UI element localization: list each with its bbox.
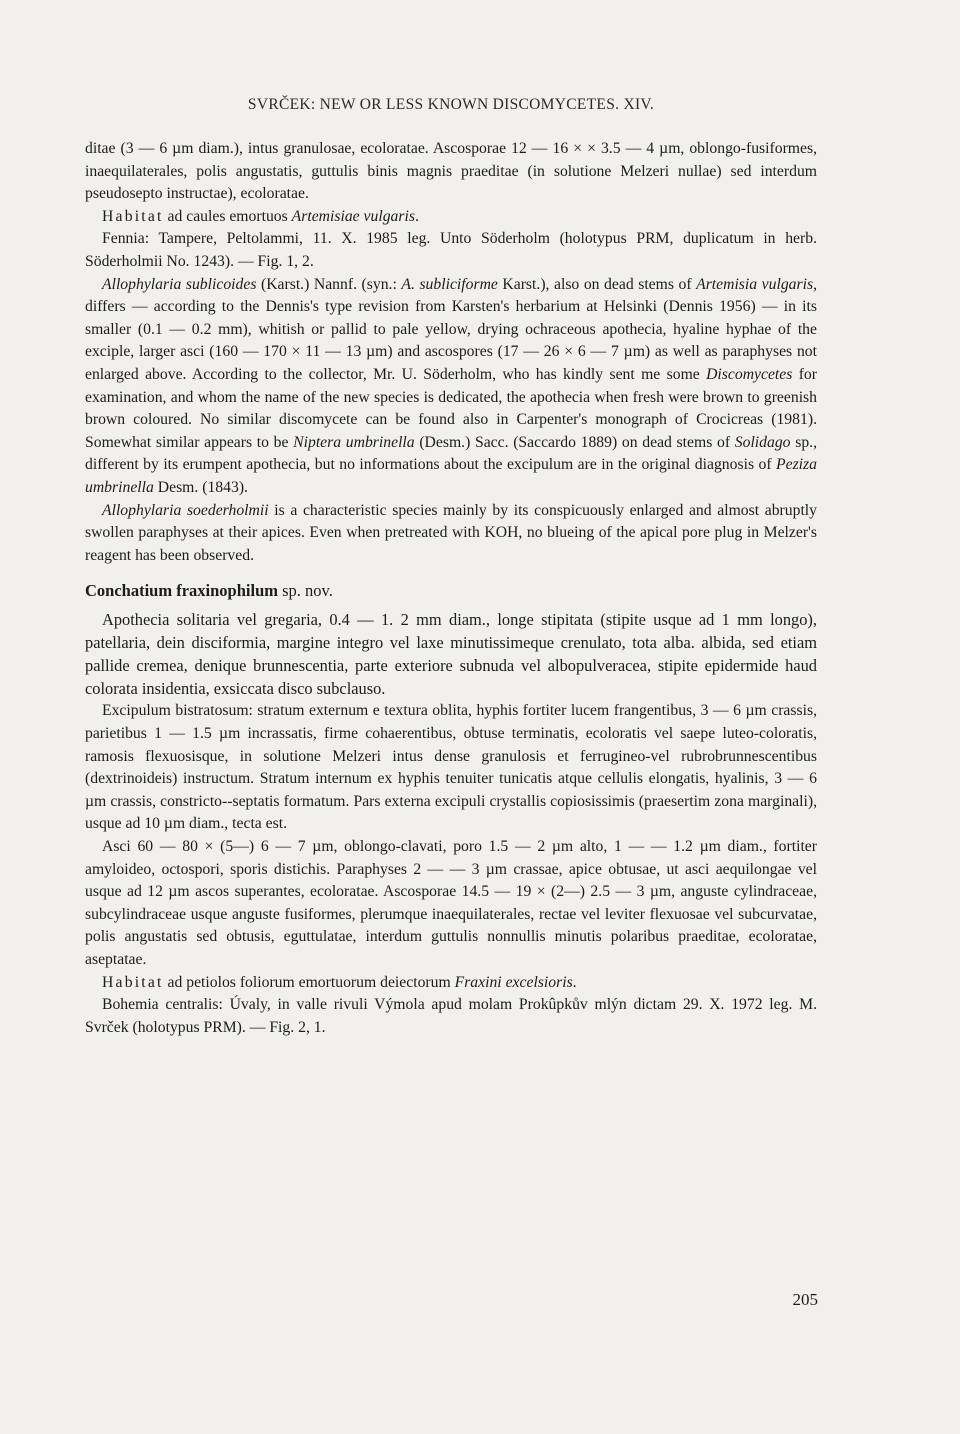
genus-name: Solidago [734, 433, 791, 451]
habitat-label: Habitat [102, 207, 164, 225]
page-number: 205 [792, 1290, 818, 1309]
paragraph-habitat-2: Habitat ad petiolos foliorum emortuorum deiectorum Fraxini excelsioris. [102, 973, 577, 991]
paragraph-comparison: Allophylaria sublicoides (Karst.) Nannf. (syn.: A. subliciforme Karst.), also on dead stems of Artemisia vulgaris, differs — according to the Dennis's type revision from Karsten's herbarium at Helsinki (Dennis 1956) — in its smaller (0.1 — 0.2 mm), whitish or pallid to pale yellow, drying ochraceous apothecia, hyaline hyphae of the exciple, larger asci (160 — 170 × 11 — 13 µm) and ascospores (17 — 26 × 6 — 7 µm) as well as paraphyses not enlarged above. According to the collector, Mr. U. Söderholm, who has kindly sent me some Discomycetes for examination, and whom the name of the new species is dedicated, the apothecia when fresh were brown to greenish brown coloured. No similar discomycete can be found also in Carpenter's monograph of Crocicreas (1981). Somewhat similar appears to be Niptera umbrinella (Desm.) Sacc. (Saccardo 1889) on dead stems of Solidago sp., different by its erumpent apothecia, but no informations about the excipulum are in the original diagnosis of Peziza umbrinella Desm. (1843). [85, 275, 818, 496]
species-name: Peziza umbrinella [85, 456, 817, 496]
habitat-label: Habitat [102, 973, 164, 991]
paragraph-apothecia: Apothecia solitaria vel gregaria, 0.4 — 1. 2 mm diam., longe stipitata (stipite usque ad 1 mm longo), patellaria, dein disciformia, margine integro vel laxe minutissimeque crenulato, tota alba. albida, sed etiam pallide cremea, denique brunnescentia, parte exteriore subnuda vel albopulveracea, stipite epidermide haud colorata insidentia, exsiccata disco subclauso. [85, 610, 817, 698]
paragraph-habitat-1: Habitat ad caules emortuos Artemisiae vulgaris. [102, 207, 419, 225]
paragraph-locality-1: Fennia: Tampere, Peltolammi, 11. X. 1985 leg. Unto Söderholm (holotypus PRM, duplicatum in herb. Söderholmii No. 1243). — Fig. 1, 2. [85, 230, 817, 270]
species-heading [85, 581, 817, 601]
taxon-name: Discomycetes [706, 365, 793, 383]
running-head: SVRČEK: NEW OR LESS KNOWN DISCOMYCETES. XIV. [247, 96, 655, 113]
paragraph-excipulum: Excipulum bistratosum: stratum externum e textura oblita, hyphis fortiter lucem frangentibus, 3 — 6 µm crassis, parietibus 1 — 1.5 µm incrassatis, firme cohaerentibus, obtuse terminatis, ecoloratis vel saepe luteo-coloratis, ramosis flexuosisque, in solutione Melzeri intus dense granulosis et ferrugineo-vel rubrobrunnescentibus (dextrinoideis) instructum. Stratum internum ex hyphis tenuiter tunicatis atque cellulis elongatis, hyalinis, 3 — 6 µm crassis, constricto--septatis formatum. Pars externa excipuli crystallis copiosissimis (praesertim zona marginali), usque ad 10 µm diam., tecta est. [85, 702, 817, 833]
species-name: Artemisia vulgaris [696, 275, 814, 293]
host-species: Artemisiae vulgaris [291, 207, 415, 225]
document-page [85, 96, 817, 1039]
species-name: Allophylaria sublicoides [102, 275, 257, 293]
paragraph-locality-2: Bohemia centralis: Úvaly, in valle rivuli Výmola apud molam Prokûpkův mlýn dictam 29. X. 1972 leg. M. Svrček (holotypus PRM). — Fig. 2, 1. [85, 996, 817, 1036]
species-name: Allophylaria soederholmii [102, 501, 269, 519]
paragraph-asci: Asci 60 — 80 × (5—) 6 — 7 µm, oblongo-clavati, poro 1.5 — 2 µm alto, 1 — — 1.2 µm diam., fortiter amyloideo, octospori, sporis distichis. Paraphyses 2 — — 3 µm crassae, apice obtusae, ut asci aequilongae vel usque ad 12 µm ascos superantes, ecoloratae. Ascosporae 14.5 — 19 × (2—) 2.5 — 3 µm, anguste cylindraceae, subcylindraceae usque anguste fusiformes, plerumque inaequilaterales, rectae vel leviter flexuosae vel subcurvatae, polis angustatis sed obtusis, eguttulatae, interdum guttulis nonnullis minutis polaribus praeditae, ecoloratae, aseptatae. [85, 838, 817, 968]
paragraph-characteristics: Allophylaria soederholmii is a characteristic species mainly by its conspicuously enlarged and almost abruptly swollen paraphyses at their apices. Even when pretreated with KOH, no blueing of the apical pore plug in Melzer's reagent has been observed. [85, 501, 818, 564]
host-species: Fraxini excelsioris [454, 973, 573, 991]
paragraph-description-end: ditae (3 — 6 µm diam.), intus granulosae, ecoloratae. Ascosporae 12 — 16 × × 3.5 — 4 µm, oblongo-fusiformes, inaequilaterales, polis angustatis, guttulis binis magnis praeditae (in solutione Melzeri nullae) sed interdum pseudosepto instructae), ecoloratae. [85, 140, 817, 203]
species-name: A. subliciforme [401, 275, 498, 293]
species-heading-suffix: sp. nov. [278, 581, 333, 601]
species-heading-name: Conchatium fraxinophilum [85, 581, 278, 601]
species-name: Niptera umbrinella [293, 433, 415, 451]
